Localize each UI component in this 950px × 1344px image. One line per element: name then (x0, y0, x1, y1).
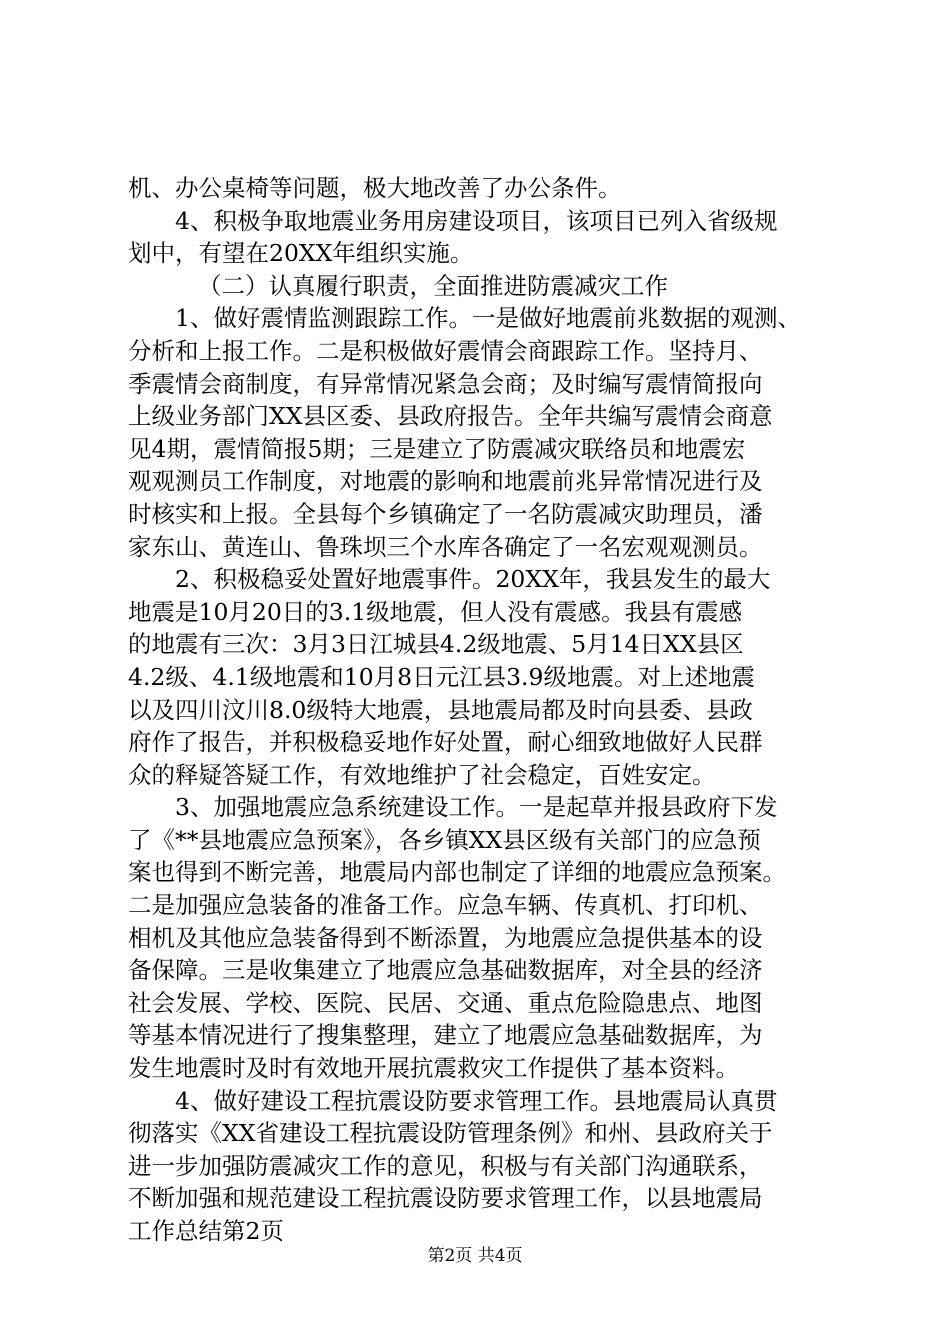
text-line: 3、加强地震应急系统建设工作。一是起草并报县政府下发 (175, 793, 778, 822)
text-line: 地震是10月20日的3.1级地震，但人没有震感。我县有震感 (128, 597, 743, 626)
text-line: 以及四川汶川8.0级特大地震，县地震局都及时向县委、县政 (128, 695, 753, 724)
text-line: 机、办公桌椅等问题，极大地改善了办公条件。 (128, 174, 622, 202)
text-line: 家东山、黄连山、鲁珠坝三个水库各确定了一名宏观观测员。 (128, 532, 763, 561)
text-line: 4、积极争取地震业务用房建设项目，该项目已列入省级规 (175, 206, 778, 235)
page-footer: 第2页 共4页 (427, 1246, 523, 1266)
text-line: 发生地震时及时有效地开展抗震救灾工作提供了基本资料。 (128, 1054, 739, 1083)
text-line: 2、积极稳妥处置好地震事件。20XX年，我县发生的最大 (175, 565, 771, 594)
text-line: 4、做好建设工程抗震设防要求管理工作。县地震局认真贯 (175, 1086, 778, 1115)
text-line: 工作总结第2页 (128, 1217, 284, 1245)
text-line: 进一步加强防震减灾工作的意见，积极与有关部门沟通联系， (128, 1151, 763, 1180)
text-line: 彻落实《XX省建设工程抗震设防管理条例》和州、县政府关于 (128, 1119, 773, 1148)
text-line: 4.2级、4.1级地震和10月8日元江县3.9级地震。对上述地震 (128, 662, 755, 691)
text-line: 时核实和上报。全县每个乡镇确定了一名防震减灾助理员，潘 (128, 499, 763, 528)
text-line: 府作了报告，并积极稳妥地作好处置，耐心细致地做好人民群 (128, 728, 763, 757)
text-line: 二是加强应急装备的准备工作。应急车辆、传真机、打印机、 (128, 891, 763, 920)
text-line: 案也得到不断完善，地震局内部也制定了详细的地震应急预案。 (128, 858, 786, 887)
text-line: 相机及其他应急装备得到不断添置，为地震应急提供基本的设 (128, 923, 763, 952)
text-line: 见4期，震情简报5期；三是建立了防震减灾联络员和地震宏 (128, 434, 746, 463)
text-line: 社会发展、学校、医院、民居、交通、重点危险隐患点、地图 (128, 988, 763, 1017)
text-line: 观观测员工作制度，对地震的影响和地震前兆异常情况进行及 (128, 467, 763, 496)
body-text (128, 172, 828, 1248)
text-line: 了《**县地震应急预案》，各乡镇XX县区级有关部门的应急预 (128, 825, 761, 854)
text-line: 季震情会商制度，有异常情况紧急会商；及时编写震情简报向 (128, 369, 763, 398)
text-line: 众的释疑答疑工作，有效地维护了社会稳定，百姓安定。 (128, 760, 716, 789)
text-line: 的地震有三次：3月3日江城县4.2级地震、5月14日XX县区 (128, 630, 744, 659)
text-line: 上级业务部门XX县区委、县政府报告。全年共编写震情会商意 (128, 402, 773, 431)
text-line: 等基本情况进行了搜集整理，建立了地震应急基础数据库，为 (128, 1021, 763, 1050)
text-line: 分析和上报工作。二是积极做好震情会商跟踪工作。坚持月、 (128, 336, 763, 365)
text-line: 1、做好震情监测跟踪工作。一是做好地震前兆数据的观测、 (175, 304, 801, 333)
text-line: 备保障。三是收集建立了地震应急基础数据库，对全县的经济 (128, 956, 763, 985)
text-line: 划中，有望在20XX年组织实施。 (128, 239, 474, 268)
text-line: （二）认真履行职责，全面推进防震减灾工作 (198, 271, 668, 300)
text-line: 不断加强和规范建设工程抗震设防要求管理工作，以县地震局 (128, 1184, 763, 1213)
